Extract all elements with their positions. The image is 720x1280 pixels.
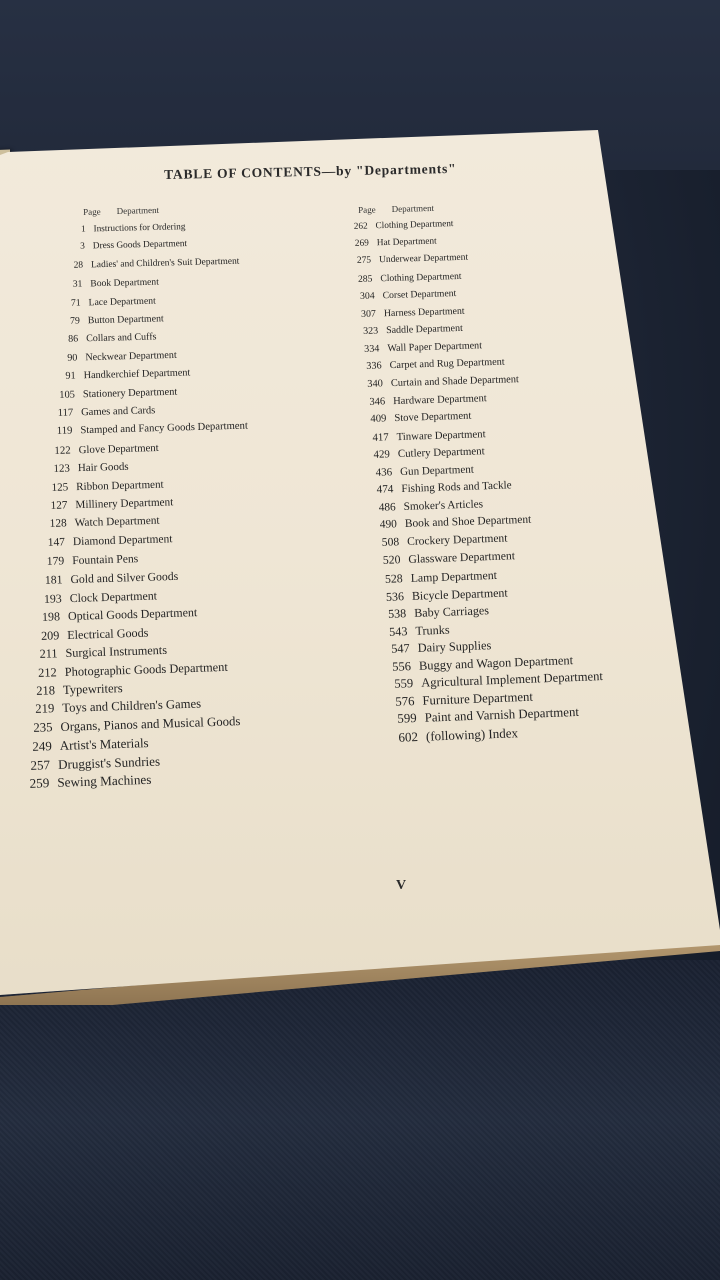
right-entry-page: 576 bbox=[395, 693, 415, 709]
left-entry-page: 211 bbox=[39, 646, 58, 662]
left-entry-department: Clock Department bbox=[69, 588, 157, 606]
right-entry-page: 307 bbox=[361, 308, 377, 320]
right-entry-department: Baby Carriages bbox=[413, 603, 489, 621]
right-entry-department: Bicycle Department bbox=[411, 585, 509, 603]
left-department-header: Department bbox=[116, 204, 160, 217]
right-entry-department: Carpet and Rug Department bbox=[389, 357, 505, 372]
right-entry-page: 474 bbox=[376, 483, 394, 497]
left-entry-page: 117 bbox=[57, 407, 74, 419]
right-entry-page: 262 bbox=[353, 220, 368, 231]
left-entry bbox=[36, 625, 149, 643]
left-entry-department: Ladies' and Children's Suit Department bbox=[91, 256, 240, 271]
right-entry-department: Saddle Department bbox=[385, 323, 463, 337]
right-entry-page: 543 bbox=[388, 623, 408, 639]
left-entry-department: Stamped and Fancy Goods Department bbox=[80, 420, 248, 437]
left-entry-page: 122 bbox=[54, 444, 72, 457]
right-entry-page: 602 bbox=[398, 729, 419, 745]
right-entry-department: Agricultural Implement Department bbox=[420, 669, 603, 691]
right-entry-department: Clothing Department bbox=[375, 218, 454, 231]
left-entry-page: 105 bbox=[58, 389, 75, 401]
left-entry-department: Electrical Goods bbox=[66, 625, 149, 642]
right-entry-page: 304 bbox=[359, 290, 375, 303]
right-entry-page: 599 bbox=[396, 711, 417, 727]
right-entry-page: 490 bbox=[379, 518, 398, 532]
right-entry-page: 285 bbox=[358, 273, 373, 285]
left-entry-page: 91 bbox=[65, 370, 77, 382]
left-entry-department: Ribbon Department bbox=[76, 478, 165, 493]
left-entry-department: Neckwear Department bbox=[84, 349, 177, 364]
right-entry-page: 538 bbox=[387, 606, 407, 621]
left-entry-page: 119 bbox=[56, 425, 73, 438]
right-entry-department: Paint and Varnish Department bbox=[423, 705, 579, 726]
right-entry-page: 269 bbox=[355, 238, 370, 249]
right-entry-department: Wall Paper Department bbox=[387, 340, 483, 355]
left-entry-page: 123 bbox=[53, 462, 71, 476]
left-entry-page: 71 bbox=[70, 297, 81, 309]
right-entry-page: 275 bbox=[356, 255, 372, 266]
right-entry-page: 559 bbox=[393, 676, 413, 692]
right-entry bbox=[351, 236, 437, 248]
left-entry-department: Glove Department bbox=[78, 441, 160, 456]
left-entry-department: Sewing Machines bbox=[57, 771, 152, 790]
left-entry-department: Photographic Goods Department bbox=[64, 659, 228, 679]
left-entry-page: 198 bbox=[41, 609, 61, 625]
right-entry-page: 340 bbox=[367, 378, 384, 390]
left-entry-page: 79 bbox=[69, 315, 80, 327]
right-entry-department: Lamp Department bbox=[410, 567, 497, 585]
left-entry-department: Handkerchief Department bbox=[83, 367, 191, 382]
left-entry-department: Millinery Department bbox=[75, 496, 174, 512]
left-entry-page: 209 bbox=[40, 628, 60, 643]
page-number: V bbox=[396, 878, 407, 893]
left-entry-department: Surgical Instruments bbox=[65, 643, 168, 661]
right-entry-department: Dairy Supplies bbox=[417, 638, 492, 656]
left-entry-department: Diamond Department bbox=[72, 532, 173, 548]
page-title: TABLE OF CONTENTS—by "Departments" bbox=[164, 160, 457, 182]
left-entry-page: 218 bbox=[36, 683, 56, 698]
right-entry-department: Buggy and Wagon Department bbox=[418, 652, 574, 673]
right-entry-page: 486 bbox=[378, 501, 396, 514]
right-entry-department: Furniture Department bbox=[422, 689, 534, 708]
left-entry-department: Artist's Materials bbox=[59, 735, 149, 754]
left-entry-department: Typewriters bbox=[63, 681, 124, 697]
right-entry-department: Cutlery Department bbox=[397, 445, 486, 461]
left-page-header: Page bbox=[83, 206, 101, 217]
left-entry-page: 128 bbox=[49, 517, 67, 531]
right-page-header: Page bbox=[358, 204, 376, 215]
right-entry-page: 336 bbox=[365, 360, 382, 373]
left-entry bbox=[49, 461, 129, 475]
right-entry-department: Hardware Department bbox=[392, 392, 487, 407]
right-entry-page: 556 bbox=[392, 658, 412, 674]
left-entry-department: Stationery Department bbox=[82, 386, 178, 400]
background-fabric-bottom bbox=[0, 960, 720, 1280]
left-entry-page: 259 bbox=[29, 775, 50, 791]
left-entry-page: 125 bbox=[51, 480, 69, 494]
right-entry-department: Corset Department bbox=[382, 288, 457, 302]
right-entry-department: Crockery Department bbox=[406, 532, 508, 548]
right-entry-department: Trunks bbox=[415, 622, 450, 638]
right-entry-page: 346 bbox=[369, 395, 386, 408]
left-entry-page: 1 bbox=[80, 223, 86, 234]
left-entry-page: 212 bbox=[37, 664, 57, 680]
left-entry-department: Hair Goods bbox=[77, 460, 129, 475]
left-entry bbox=[62, 295, 156, 308]
right-entry-department: Glassware Department bbox=[408, 549, 516, 567]
left-entry-department: Organs, Pianos and Musical Goods bbox=[60, 713, 242, 734]
right-entry-page: 436 bbox=[375, 466, 393, 479]
left-entry-page: 31 bbox=[72, 278, 83, 290]
right-department-header: Department bbox=[391, 202, 435, 215]
left-entry-page: 219 bbox=[34, 701, 55, 717]
right-entry-department: Curtain and Shade Department bbox=[391, 374, 520, 390]
left-entry-department: Instructions for Ordering bbox=[93, 221, 186, 234]
right-entry-department: Stove Department bbox=[394, 410, 472, 425]
left-column-header bbox=[83, 205, 159, 217]
right-entry-department: Gun Department bbox=[399, 463, 474, 478]
right-entry-department: Smoker's Articles bbox=[403, 498, 483, 513]
left-entry bbox=[31, 681, 123, 699]
right-entry-department: Tinware Department bbox=[396, 427, 486, 443]
left-entry-department: Toys and Children's Games bbox=[61, 696, 202, 716]
left-entry-department: Dress Goods Department bbox=[92, 239, 187, 252]
left-entry-page: 235 bbox=[33, 720, 54, 735]
left-entry-department: Druggist's Sundries bbox=[58, 753, 161, 772]
right-column-header bbox=[358, 203, 434, 215]
right-entry-department: Book and Shoe Department bbox=[404, 514, 532, 531]
right-entry-page: 409 bbox=[370, 413, 387, 425]
right-entry-page: 536 bbox=[385, 588, 405, 604]
left-entry-page: 127 bbox=[50, 499, 68, 512]
right-entry-department: Clothing Department bbox=[380, 270, 463, 284]
right-entry-department: Fishing Rods and Tackle bbox=[401, 479, 513, 496]
right-entry-page: 520 bbox=[382, 553, 401, 568]
right-entry-page: 334 bbox=[364, 343, 380, 355]
left-entry-department: Gold and Silver Goods bbox=[70, 569, 179, 586]
right-entry-department: Harness Department bbox=[384, 305, 466, 319]
left-entry-page: 193 bbox=[43, 591, 62, 606]
right-entry-page: 417 bbox=[372, 430, 389, 444]
right-entry-department: Hat Department bbox=[377, 236, 438, 248]
right-entry-department: (following) Index bbox=[425, 725, 519, 744]
left-entry-page: 179 bbox=[46, 554, 65, 569]
left-entry-page: 86 bbox=[68, 333, 79, 346]
left-entry-department: Button Department bbox=[87, 313, 164, 327]
left-entry-department: Book Department bbox=[89, 276, 159, 290]
right-entry-page: 429 bbox=[373, 448, 391, 462]
left-entry-page: 147 bbox=[47, 536, 66, 549]
right-entry-page: 547 bbox=[390, 641, 410, 657]
left-entry-page: 90 bbox=[66, 352, 78, 364]
left-entry-page: 3 bbox=[79, 241, 85, 253]
left-entry-department: Collars and Cuffs bbox=[86, 331, 157, 345]
left-entry-department: Lace Department bbox=[88, 295, 157, 308]
right-entry bbox=[384, 622, 450, 639]
left-entry-department: Optical Goods Department bbox=[67, 605, 198, 624]
left-entry-page: 28 bbox=[73, 260, 84, 271]
right-entry-department: Underwear Department bbox=[378, 252, 469, 266]
left-entry-department: Fountain Pens bbox=[71, 552, 138, 568]
right-entry-page: 323 bbox=[362, 325, 379, 338]
left-entry-page: 249 bbox=[32, 738, 52, 755]
left-entry-page: 257 bbox=[30, 756, 51, 773]
left-entry-department: Watch Department bbox=[74, 515, 160, 530]
right-entry-page: 528 bbox=[384, 571, 403, 586]
left-entry-department: Games and Cards bbox=[81, 405, 156, 419]
left-entry-page: 181 bbox=[44, 572, 63, 587]
right-entry-page: 508 bbox=[381, 536, 400, 549]
